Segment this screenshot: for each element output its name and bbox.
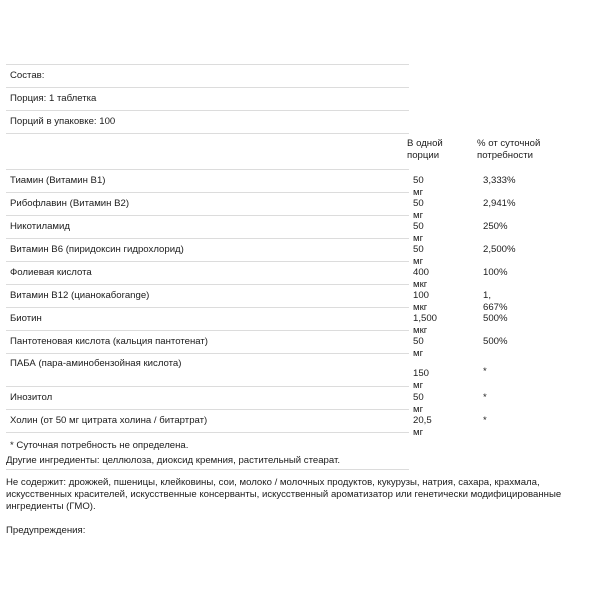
supplement-facts-table <box>6 64 541 470</box>
nutrient-name: Фолиевая кислота <box>10 267 92 278</box>
pct-column-header: % от суточной потребности <box>477 138 541 161</box>
nutrient-name: Рибофлавин (Витамин B2) <box>10 198 130 209</box>
nutrient-name: Никотиламид <box>10 221 70 232</box>
nutrient-daily-value: 500% <box>483 336 508 347</box>
table-row <box>6 285 508 313</box>
table-row <box>6 262 508 290</box>
allergen-statement: Не содержит: дрожжей, пшеницы, клейковины, сои, молоко / молочных продуктов, кукурузы, натрия, сахара, крахмала, искусственных красителей, искусственные консерванты, искусственный ароматизатор или генетически модифицированные ингредиенты (ГМО). <box>6 477 562 512</box>
table-row <box>6 354 487 391</box>
nutrient-amount: 50 мг <box>413 221 424 244</box>
nutrient-name: ПАБА (пара-аминобензойная кислота) <box>10 358 182 369</box>
nutrient-daily-value: 2,500% <box>483 244 516 255</box>
amount-column-header: В одной порции <box>407 138 443 161</box>
nutrient-amount: 50 мг <box>413 198 424 221</box>
table-row <box>6 216 508 244</box>
table-header-row <box>6 134 541 170</box>
nutrient-name: Холин (от 50 мг цитрата холина / битартрат) <box>10 415 208 426</box>
nutrient-name: Инозитол <box>10 392 53 403</box>
nutrient-name: Витамин B6 (пиридоксин гидрохлорид) <box>10 244 184 255</box>
nutrient-name: Пантотеновая кислота (кальция пантотенат) <box>10 336 208 347</box>
servings-per-container: Порций в упаковке: 100 <box>10 116 116 127</box>
table-row <box>6 170 516 198</box>
nutrient-daily-value: * <box>483 415 487 426</box>
nutrient-name: Тиамин (Витамин B1) <box>10 175 106 186</box>
table-row <box>6 387 487 415</box>
nutrient-daily-value: 250% <box>483 221 508 232</box>
table-row <box>6 193 516 221</box>
table-row <box>6 239 516 267</box>
nutrient-amount: 50 мг <box>413 392 424 415</box>
nutrient-daily-value: 100% <box>483 267 508 278</box>
warnings-label: Предупреждения: <box>6 525 86 536</box>
nutrient-name: Биотин <box>10 313 42 324</box>
nutrient-daily-value: 1, 667% <box>483 290 508 313</box>
table-row <box>6 410 487 438</box>
nutrient-daily-value: 3,333% <box>483 175 516 186</box>
composition-row <box>6 64 409 88</box>
serving-size: Порция: 1 таблетка <box>10 93 97 104</box>
nutrient-amount: 1,500 мкг <box>413 313 438 336</box>
nutrient-daily-value: * <box>483 392 487 403</box>
nutrient-amount: 150 мг <box>413 368 430 391</box>
nutrient-daily-value: * <box>483 366 487 377</box>
composition-label: Состав: <box>10 70 45 81</box>
nutrient-amount: 50 мг <box>413 336 424 359</box>
nutrient-amount: 100 мкг <box>413 290 430 313</box>
nutrient-amount: 50 мг <box>413 175 424 198</box>
nutrient-name: Витамин B12 (цианокабоrange) <box>10 290 150 301</box>
nutrient-amount: 400 мкг <box>413 267 430 290</box>
nutrient-amount: 20,5 мг <box>413 415 432 438</box>
nutrient-daily-value: 2,941% <box>483 198 516 209</box>
other-ingredients: Другие ингредиенты: целлюлоза, диоксид кремния, растительный стеарат. <box>6 455 341 466</box>
table-row <box>6 331 508 359</box>
nutrient-daily-value: 500% <box>483 313 508 324</box>
nutrient-amount: 50 мг <box>413 244 424 267</box>
table-row <box>6 308 508 336</box>
footnote: * Суточная потребность не определена. <box>10 440 189 451</box>
serving-row <box>6 88 409 111</box>
servings-per-container-row <box>6 111 409 134</box>
